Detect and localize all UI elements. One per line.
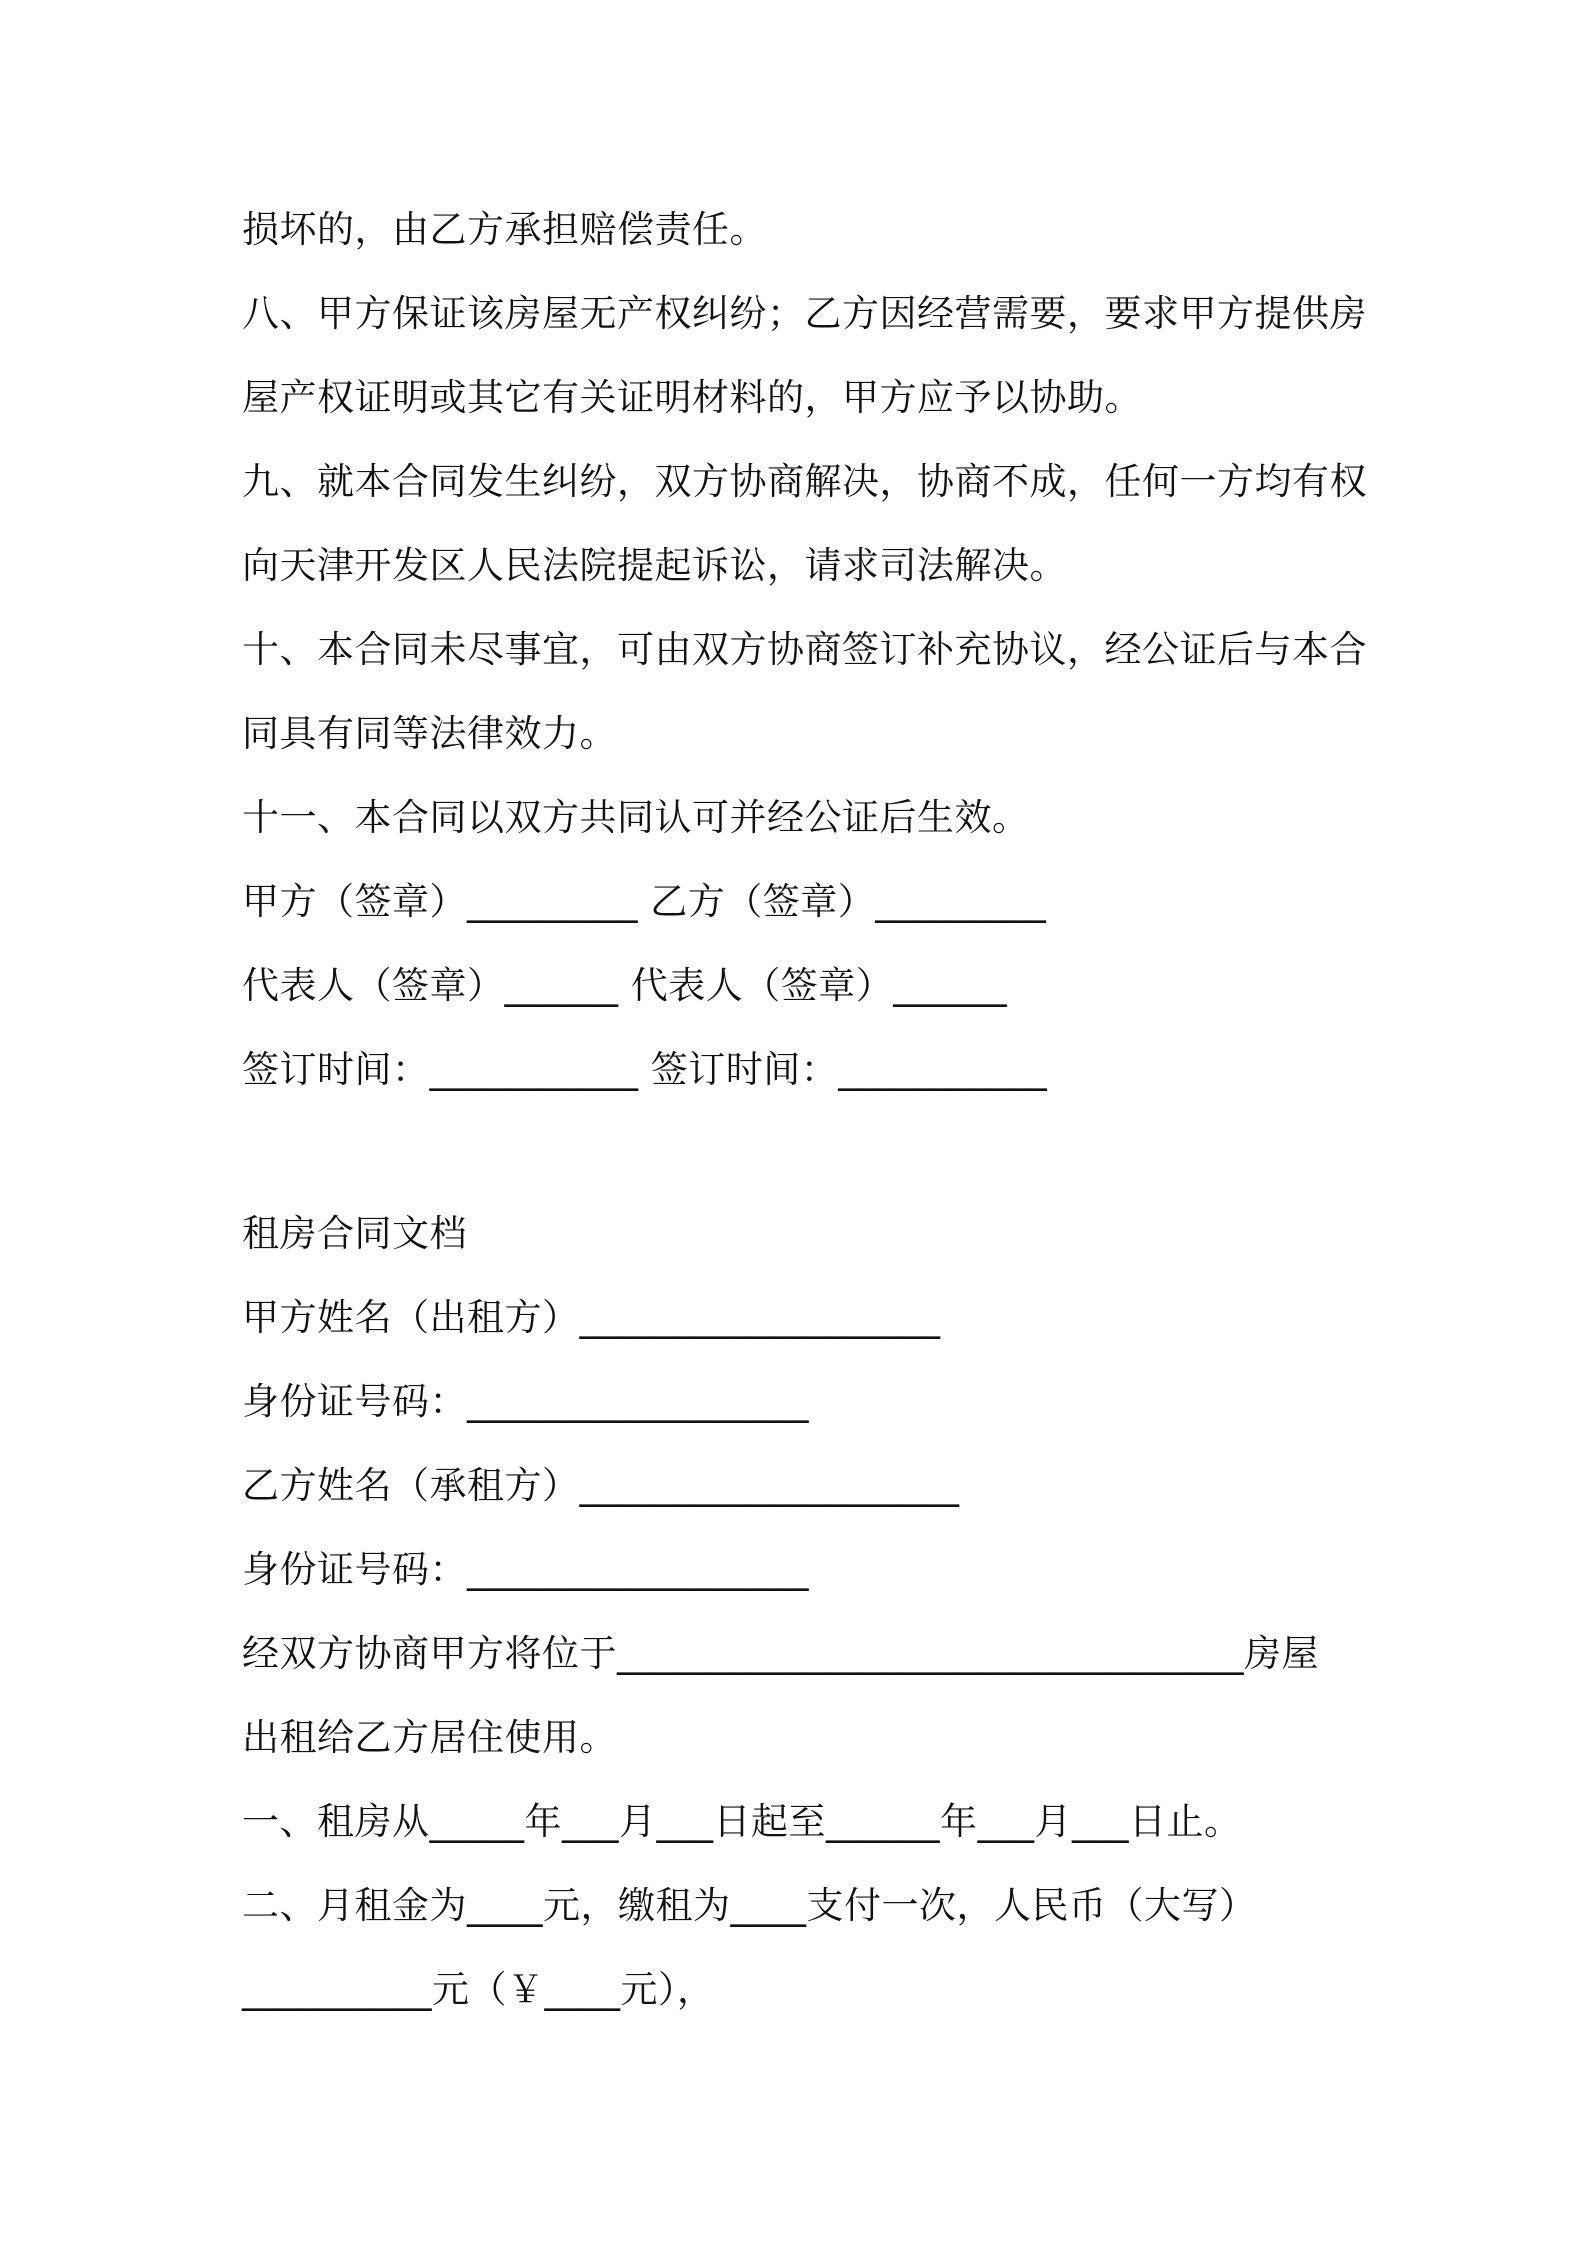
signature-date-line: 签订时间：___________ 签订时间：___________ (242, 1048, 1048, 1091)
text-line-clause-10-cont: 同具有同等法律效力。 (242, 712, 617, 755)
text-line-clause-10: 十、本合同未尽事宜，可由双方协商签订补充协议，经公证后与本合 (242, 628, 1367, 671)
party-a-name-field: 甲方姓名（出租方）___________________ (242, 1296, 941, 1339)
property-location-line-cont: 出租给乙方居住使用。 (242, 1716, 617, 1759)
party-b-name-field: 乙方姓名（承租方）____________________ (242, 1464, 960, 1507)
text-line-clause-9: 九、就本合同发生纠纷，双方协商解决，协商不成，任何一方均有权 (242, 460, 1367, 503)
property-location-line: 经双方协商甲方将位于_________________________________房屋 (242, 1632, 1319, 1675)
party-b-id-field: 身份证号码：__________________ (242, 1548, 809, 1591)
document-title: 租房合同文档 (242, 1212, 467, 1255)
party-a-id-field: 身份证号码：__________________ (242, 1380, 809, 1423)
text-line-clause-11: 十一、本合同以双方共同认可并经公证后生效。 (242, 796, 1030, 839)
text-line-clause-9-cont: 向天津开发区人民法院提起诉讼，请求司法解决。 (242, 544, 1067, 587)
rental-period-line: 一、租房从_____年___月___日起至______年___月___日止。 (242, 1800, 1242, 1843)
text-line-clause-8: 八、甲方保证该房屋无产权纠纷；乙方因经营需要，要求甲方提供房 (242, 292, 1367, 335)
signature-party-line: 甲方（签章）_________ 乙方（签章）_________ (242, 880, 1047, 923)
monthly-rent-line: 二、月租金为____元，缴租为____支付一次，人民币（大写） (242, 1884, 1257, 1927)
rent-amount-line: __________元（￥____元）， (242, 1968, 715, 2011)
text-line-damage-liability: 损坏的，由乙方承担赔偿责任。 (242, 208, 767, 251)
signature-representative-line: 代表人（签章）______ 代表人（签章）______ (242, 964, 1008, 1007)
text-line-clause-8-cont: 屋产权证明或其它有关证明材料的，甲方应予以协助。 (242, 376, 1142, 419)
